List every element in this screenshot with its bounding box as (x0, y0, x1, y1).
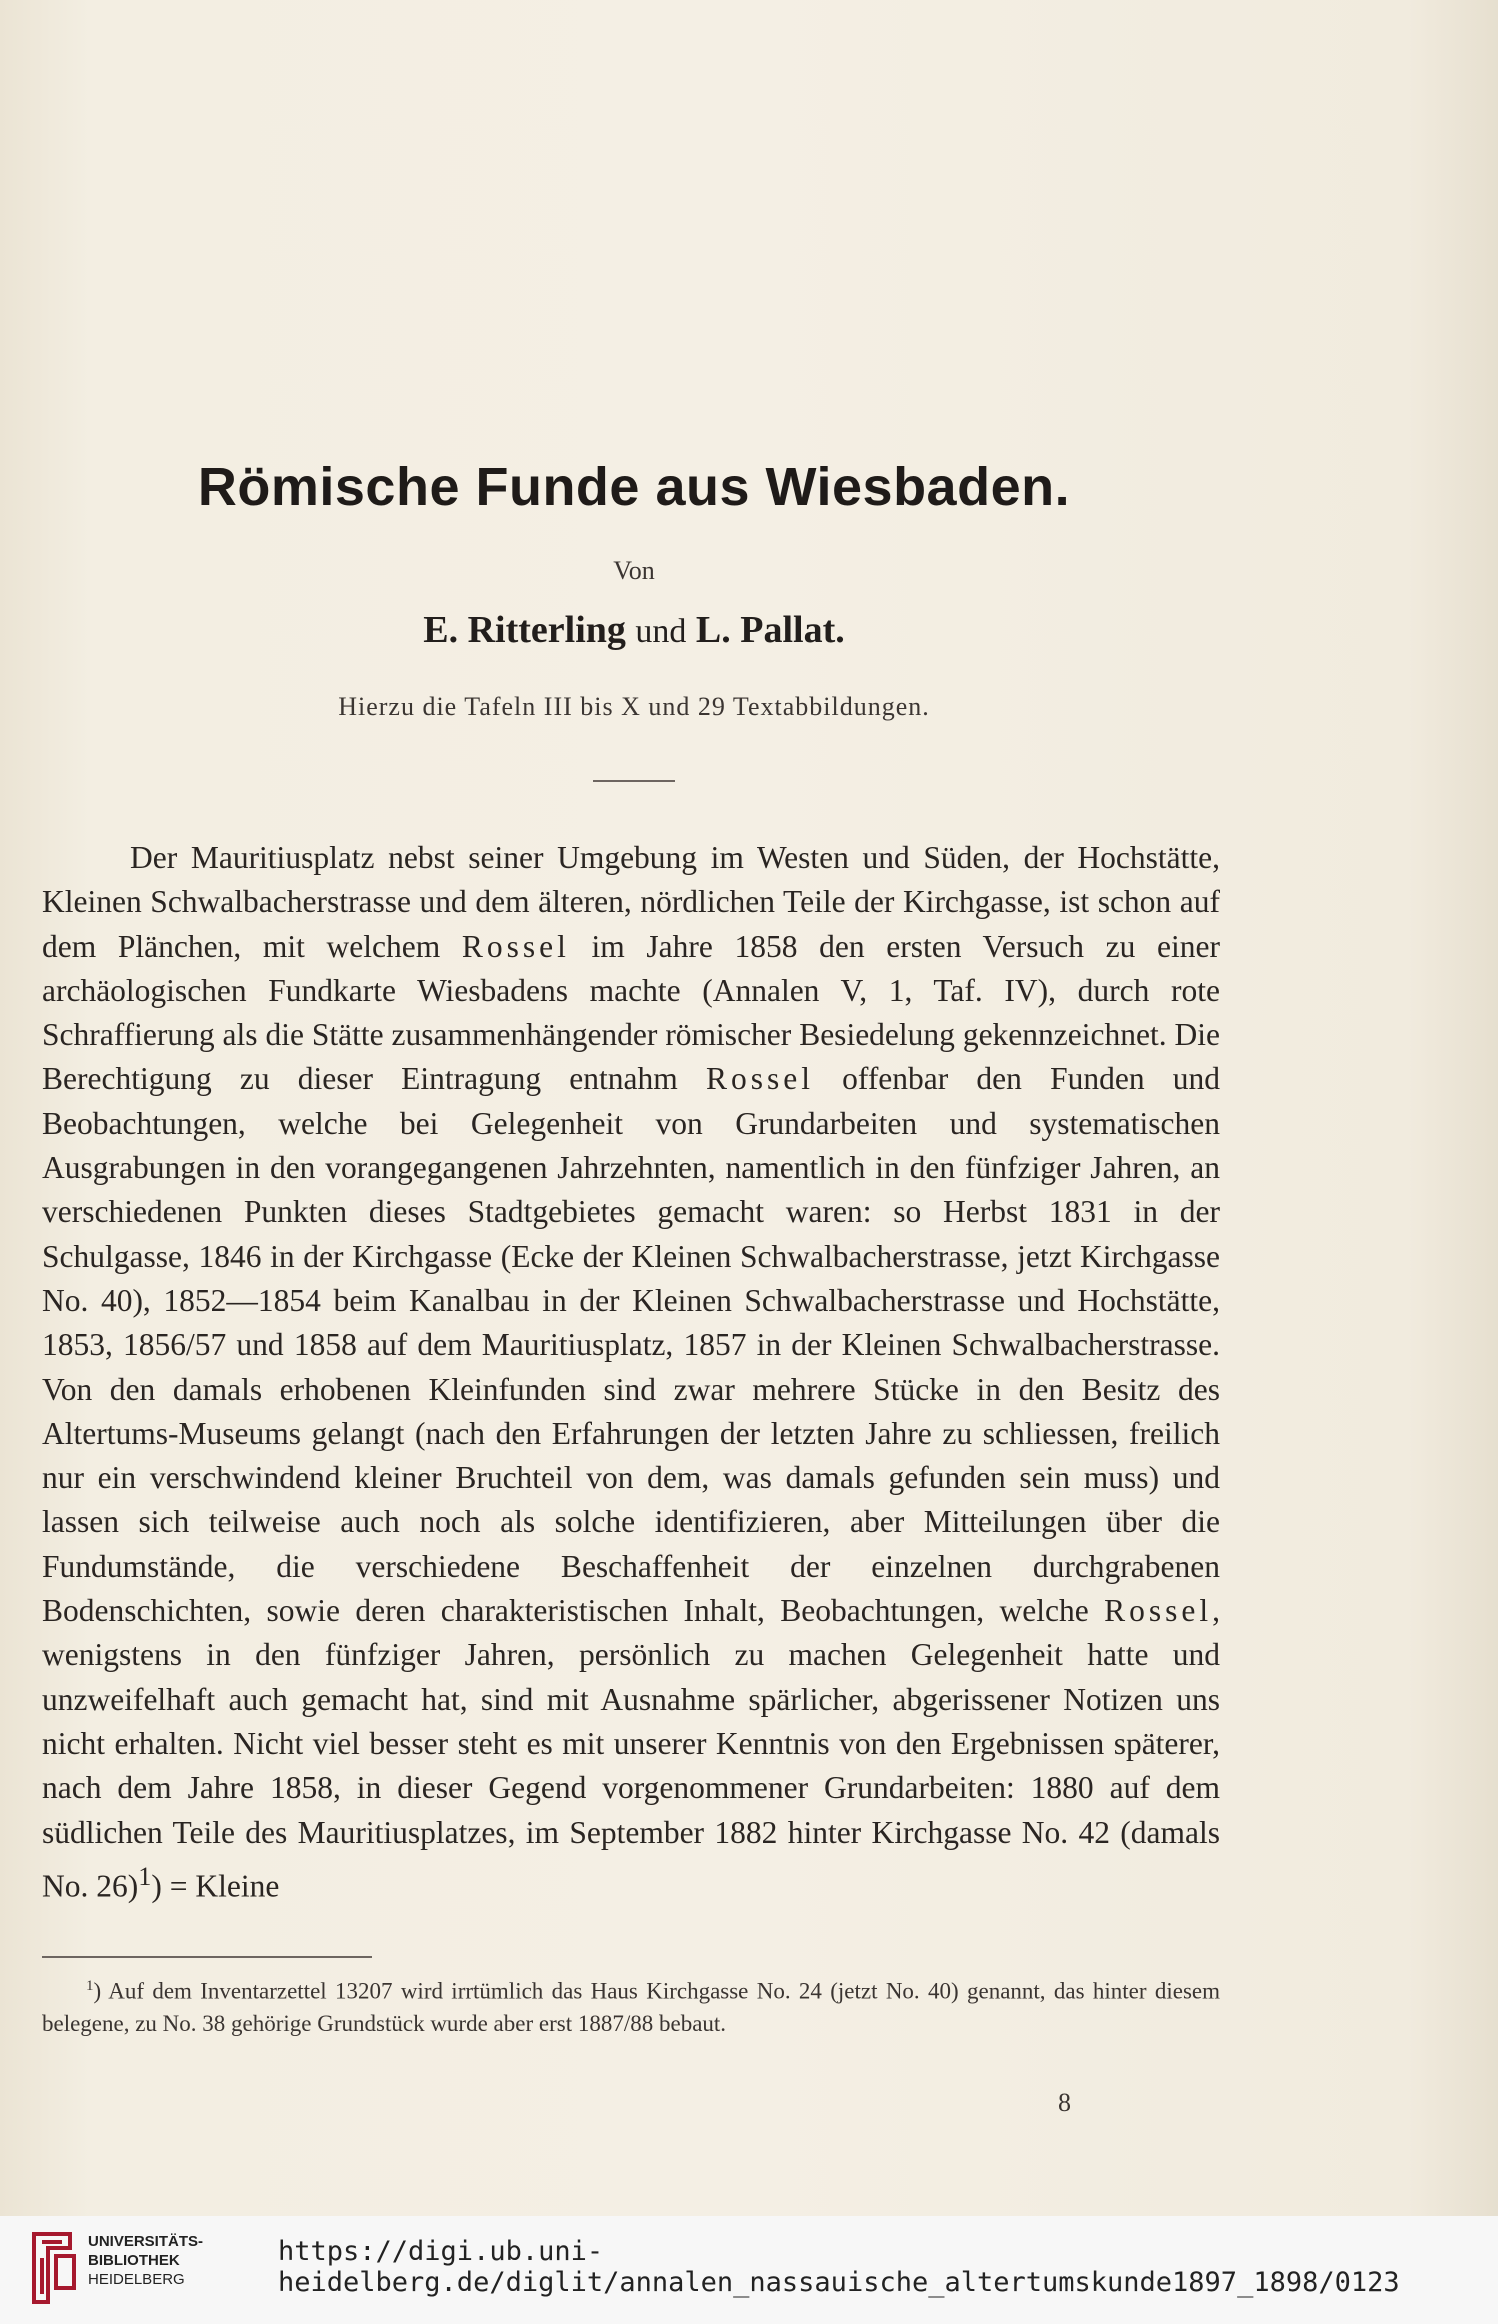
article-title: Römische Funde aus Wiesbaden. (197, 457, 1071, 517)
body-text-part-2: im Jahre 1858 den ersten Versuch zu einer archäologischen Fundkarte Wiesbadens machte (Annalen V, 1, Taf. IV), durch rote Schraffierung als die Stätte zusammenhängender römischer Besiedelung gekennzeichnet. Die Berechtigung zu dieser Eintragung entnahm (42, 928, 1220, 1097)
library-name (88, 2232, 203, 2289)
footnote-rule (42, 1956, 372, 1958)
permalink-url[interactable]: https://digi.ub.uni-heidelberg.de/diglit/annalen_nassauische_altertumskunde1897_1898/0123 (278, 2236, 1400, 2298)
plates-note: Hierzu die Tafeln III bis X und 29 Textabbildungen. (338, 692, 930, 721)
author-ritterling: E. Ritterling (423, 609, 626, 651)
body-text-part-4: , wenigstens in den fünfziger Jahren, persönlich zu machen Gelegenheit hatte und unzweifelhaft auch gemacht hat, sind mit Ausnahme spärlicher, abgerissener Notizen uns nicht erhalten. Nicht viel besser steht es mit unserer Kenntnis von den Ergebnissen späterer, nach dem Jahre 1858, in dieser Gegend vorgenommener Grundarbeiten: 1880 auf dem südlichen Teile des Mauritiusplatzes, im September 1882 hinter Kirchgasse No. 42 (damals No. 26) (42, 1593, 1220, 1904)
authors (0, 608, 1268, 652)
name-rossel: Rossel (461, 928, 570, 964)
library-name-line-2: BIBLIOTHEK (88, 2252, 180, 2269)
library-name-line-1: UNIVERSITÄTS- (88, 2233, 204, 2250)
page-number: 8 (1058, 2088, 1071, 2117)
body-text-part-1: Der Mauritiusplatz nebst seiner Umgebung im Westen und Süden, der Hochstätte, Kleinen Schwalbacherstrasse und dem älteren, nördlichen Teile der Kirchgasse, ist schon auf dem Plänchen, mit welchem (42, 840, 1220, 964)
footnote-marker: 1 (86, 1978, 94, 1994)
author-pallat: L. Pallat. (695, 609, 845, 651)
footnote-text: ) Auf dem Inventarzettel 13207 wird irrtümlich das Haus Kirchgasse No. 24 (jetzt No. 40) genannt, das hinter diesem belegene, zu No. 38 gehörige Grundstück wurde aber erst 1887/88 bebaut. (42, 1978, 1220, 2036)
footnote-reference[interactable]: 1 (138, 1861, 152, 1891)
library-name-line-3: HEIDELBERG (88, 2271, 185, 2288)
footnote (42, 1970, 1220, 2040)
author-conjunction: und (635, 613, 687, 650)
name-rossel: Rossel (705, 1061, 814, 1097)
name-rossel: Rossel (1104, 1593, 1213, 1629)
library-logo-icon[interactable] (26, 2228, 82, 2308)
body-paragraph (42, 836, 1220, 1909)
body-text-part-3: offenbar den Funden und Beobachtungen, welche bei Gelegenheit von Grundarbeiten und systematischen Ausgrabungen in den vorangegangenen Jahrzehnten, namentlich in den fünfziger Jahren, an verschiedenen Punkten dieses Stadtgebietes gemacht waren: so Herbst 1831 in der Schulgasse, 1846 in der Kirchgasse (Ecke der Kleinen Schwalbacherstrasse, jetzt Kirchgasse No. 40), 1852—1854 beim Kanalbau in der Kleinen Schwalbacherstrasse und Hochstätte, 1853, 1856/57 und 1858 auf dem Mauritiusplatz, 1857 in der Kleinen Schwalbacherstrasse. Von den damals erhobenen Kleinfunden sind zwar mehrere Stücke in den Besitz des Altertums-Museums gelangt (nach den Erfahrungen der letzten Jahre zu schliessen, freilich nur ein verschwindend kleiner Bruchteil von dem, was damals gefunden sein muss) und lassen sich teilweise auch noch als solche identifizieren, aber Mitteilungen über die Fundumstände, die verschiedene Beschaffenheit der einzelnen durchgrabenen Bodenschichten, sowie deren charakteristischen Inhalt, Beobachtungen, welche (42, 1061, 1221, 1629)
byline-von: Von (613, 556, 655, 585)
logo-mark (34, 2234, 74, 2302)
title-separator-rule (593, 780, 675, 782)
body-text-part-5: ) = Kleine (151, 1868, 280, 1904)
